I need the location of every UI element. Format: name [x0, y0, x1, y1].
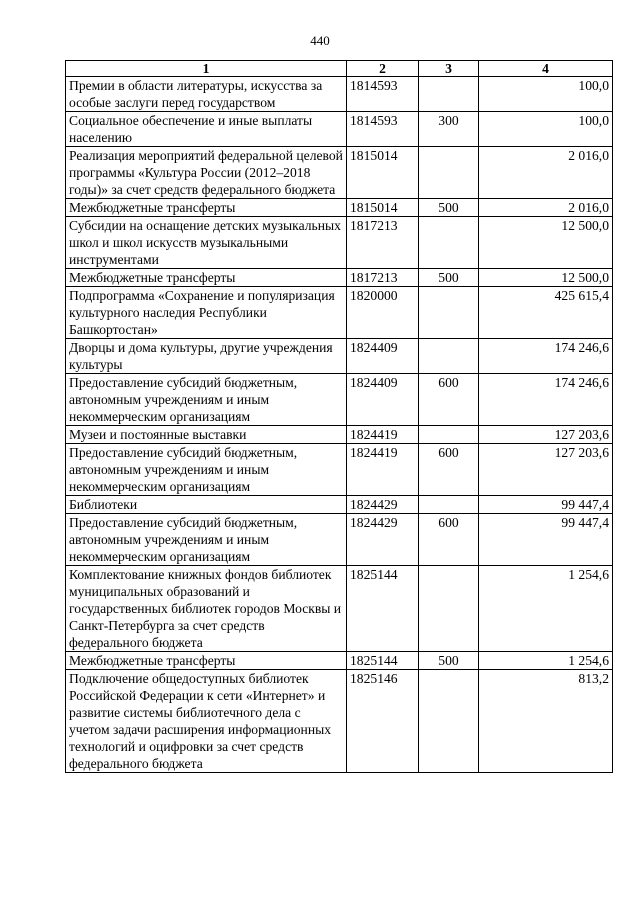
cell-amount: 2 016,0 — [479, 199, 613, 217]
cell-code: 1825144 — [347, 652, 419, 670]
cell-amount: 2 016,0 — [479, 147, 613, 199]
cell-name: Межбюджетные трансферты — [66, 652, 347, 670]
cell-amount: 99 447,4 — [479, 496, 613, 514]
cell-name: Предоставление субсидий бюджетным, автономным учреждениям и иным некоммерческим организациям — [66, 374, 347, 426]
cell-code: 1825146 — [347, 670, 419, 773]
cell-amount: 100,0 — [479, 77, 613, 112]
cell-kind — [419, 339, 479, 374]
cell-kind — [419, 566, 479, 652]
cell-name: Межбюджетные трансферты — [66, 269, 347, 287]
cell-name: Предоставление субсидий бюджетным, автономным учреждениям и иным некоммерческим организациям — [66, 444, 347, 496]
cell-name: Социальное обеспечение и иные выплаты населению — [66, 112, 347, 147]
column-header-name: 1 — [66, 61, 347, 77]
cell-code: 1824429 — [347, 496, 419, 514]
cell-kind: 500 — [419, 652, 479, 670]
cell-amount: 12 500,0 — [479, 269, 613, 287]
table-row — [66, 514, 613, 566]
table-header-row — [66, 61, 613, 77]
table-row — [66, 269, 613, 287]
table-row — [66, 217, 613, 269]
cell-code: 1815014 — [347, 147, 419, 199]
table-body — [66, 77, 613, 773]
cell-name: Премии в области литературы, искусства за особые заслуги перед государством — [66, 77, 347, 112]
cell-kind: 500 — [419, 269, 479, 287]
cell-amount: 100,0 — [479, 112, 613, 147]
cell-kind — [419, 496, 479, 514]
cell-name: Подключение общедоступных библиотек Российской Федерации к сети «Интернет» и развитие системы библиотечного дела с учетом задачи расширения информационных технологий и оцифровки за счет средств федерального бюджета — [66, 670, 347, 773]
cell-amount: 425 615,4 — [479, 287, 613, 339]
cell-amount: 12 500,0 — [479, 217, 613, 269]
cell-name: Реализация мероприятий федеральной целевой программы «Культура России (2012–2018 годы)» за счет средств федерального бюджета — [66, 147, 347, 199]
table-row — [66, 287, 613, 339]
cell-kind: 500 — [419, 199, 479, 217]
table-row — [66, 566, 613, 652]
table-row — [66, 339, 613, 374]
cell-kind: 600 — [419, 374, 479, 426]
cell-code: 1825144 — [347, 566, 419, 652]
cell-code: 1814593 — [347, 77, 419, 112]
cell-amount: 174 246,6 — [479, 339, 613, 374]
table-row — [66, 112, 613, 147]
column-header-kind: 3 — [419, 61, 479, 77]
cell-kind — [419, 287, 479, 339]
table-row — [66, 147, 613, 199]
budget-table — [65, 60, 613, 773]
page-number: 440 — [310, 33, 330, 48]
cell-kind — [419, 217, 479, 269]
table-row — [66, 670, 613, 773]
cell-name: Библиотеки — [66, 496, 347, 514]
cell-name: Дворцы и дома культуры, другие учреждения культуры — [66, 339, 347, 374]
cell-code: 1814593 — [347, 112, 419, 147]
table-row — [66, 199, 613, 217]
table-row — [66, 496, 613, 514]
table-row — [66, 652, 613, 670]
cell-code: 1820000 — [347, 287, 419, 339]
cell-code: 1824409 — [347, 374, 419, 426]
cell-code: 1824419 — [347, 426, 419, 444]
cell-amount: 174 246,6 — [479, 374, 613, 426]
cell-name: Музеи и постоянные выставки — [66, 426, 347, 444]
cell-amount: 813,2 — [479, 670, 613, 773]
table-row — [66, 426, 613, 444]
cell-amount: 1 254,6 — [479, 652, 613, 670]
cell-code: 1817213 — [347, 269, 419, 287]
table-row — [66, 77, 613, 112]
cell-amount: 99 447,4 — [479, 514, 613, 566]
cell-kind — [419, 147, 479, 199]
column-header-code: 2 — [347, 61, 419, 77]
cell-code: 1824429 — [347, 514, 419, 566]
cell-code: 1817213 — [347, 217, 419, 269]
cell-amount: 127 203,6 — [479, 444, 613, 496]
cell-kind — [419, 77, 479, 112]
cell-name: Предоставление субсидий бюджетным, автономным учреждениям и иным некоммерческим организациям — [66, 514, 347, 566]
table-row — [66, 444, 613, 496]
cell-name: Субсидии на оснащение детских музыкальных школ и школ искусств музыкальными инструментами — [66, 217, 347, 269]
cell-kind: 600 — [419, 514, 479, 566]
cell-kind: 600 — [419, 444, 479, 496]
cell-name: Межбюджетные трансферты — [66, 199, 347, 217]
cell-code: 1815014 — [347, 199, 419, 217]
cell-kind — [419, 670, 479, 773]
cell-amount: 1 254,6 — [479, 566, 613, 652]
cell-name: Комплектование книжных фондов библиотек муниципальных образований и государственных библиотек городов Москвы и Санкт-Петербурга за счет средств федерального бюджета — [66, 566, 347, 652]
cell-kind — [419, 426, 479, 444]
cell-name: Подпрограмма «Сохранение и популяризация культурного наследия Республики Башкортостан» — [66, 287, 347, 339]
cell-amount: 127 203,6 — [479, 426, 613, 444]
cell-code: 1824409 — [347, 339, 419, 374]
column-header-amount: 4 — [479, 61, 613, 77]
cell-code: 1824419 — [347, 444, 419, 496]
cell-kind: 300 — [419, 112, 479, 147]
table-row — [66, 374, 613, 426]
